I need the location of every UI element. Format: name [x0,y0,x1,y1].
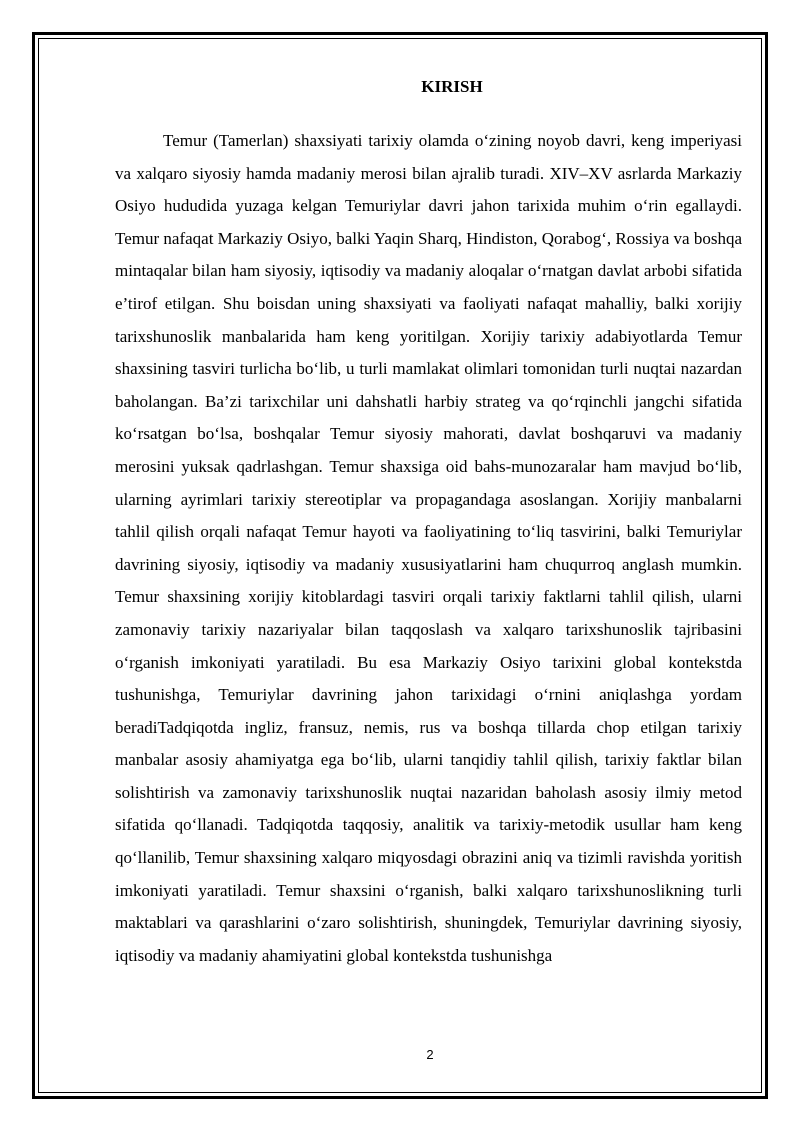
page-number: 2 [426,1047,434,1062]
section-title: KIRISH [421,77,483,96]
body-paragraph: Temur (Tamerlan) shaxsiyati tarixiy olamda o‘zining noyob davri, keng imperiyasi va xalqaro siyosiy hamda madaniy merosi bilan ajralib turadi. XIV–XV asrlarda Markaziy Osiyo hududida yuzaga kelgan Temuriylar davri jahon tarixida muhim o‘rin egallaydi. Temur nafaqat Markaziy Osiyo, balki Yaqin Sharq, Hindiston, Qorabog‘, Rossiya va boshqa mintaqalar bilan ham siyosiy, iqtisodiy va madaniy aloqalar o‘rnatgan davlat arbobi sifatida e’tirof etilgan. Shu boisdan uning shaxsiyati va faoliyati nafaqat mahalliy, balki xorijiy tarixshunoslik manbalarida ham keng yoritilgan. Xorijiy tarixiy adabiyotlarda Temur shaxsining tasviri turlicha bo‘lib, u turli mamlakat olimlari tomonidan turli nuqtai nazardan baholangan. Ba’zi tarixchilar uni dahshatli harbiy strateg va qo‘rqinchli jangchi sifatida ko‘rsatgan bo‘lsa, boshqalar Temur siyosiy mahorati, davlat boshqaruvi va madaniy merosini yuksak qadrlashgan. Temur shaxsiga oid bahs-munozaralar ham mavjud bo‘lib, ularning ayrimlari tarixiy stereotiplar va propagandaga asoslangan. Xorijiy manbalarni tahlil qilish orqali nafaqat Temur hayoti va faoliyatining to‘liq tasvirini, balki Temuriylar davrining siyosiy, iqtisodiy va madaniy xususiyatlarini ham chuqurroq anglash mumkin. Temur shaxsining xorijiy kitoblardagi tasviri orqali tarixiy faktlarni tahlil qilish, ularni zamonaviy tarixiy nazariyalar bilan taqqoslash va xalqaro tarixshunoslik tajribasini o‘rganish imkoniyati yaratiladi. Bu esa Markaziy Osiyo tarixini global kontekstda tushunishga, Temuriylar davrining jahon tarixidagi o‘rnini aniqlashga yordam beradiTadqiqotda ingliz, fransuz, nemis, rus va boshqa tillarda chop etilgan tarixiy manbalar asosiy ahamiyatga ega bo‘lib, ularni tanqidiy tahlil qilish, tarixiy faktlar bilan solishtirish va zamonaviy tarixshunoslik nuqtai nazaridan baholash asosiy ilmiy metod sifatida qo‘llanadi. Tadqiqotda taqqosiy, analitik va tarixiy-metodik usullar ham keng qo‘llanilib, Temur shaxsining xalqaro miqyosdagi obrazini aniq va tizimli ravishda yoritish imkoniyati yaratiladi. Temur shaxsini o‘rganish, balki xalqaro tarixshunoslikning turli maktablari va qarashlarini o‘zaro solishtirish, shuningdek, Temuriylar davrining siyosiy, iqtisodiy va madaniy ahamiyatini global kontekstda tushunishga [115,131,742,965]
